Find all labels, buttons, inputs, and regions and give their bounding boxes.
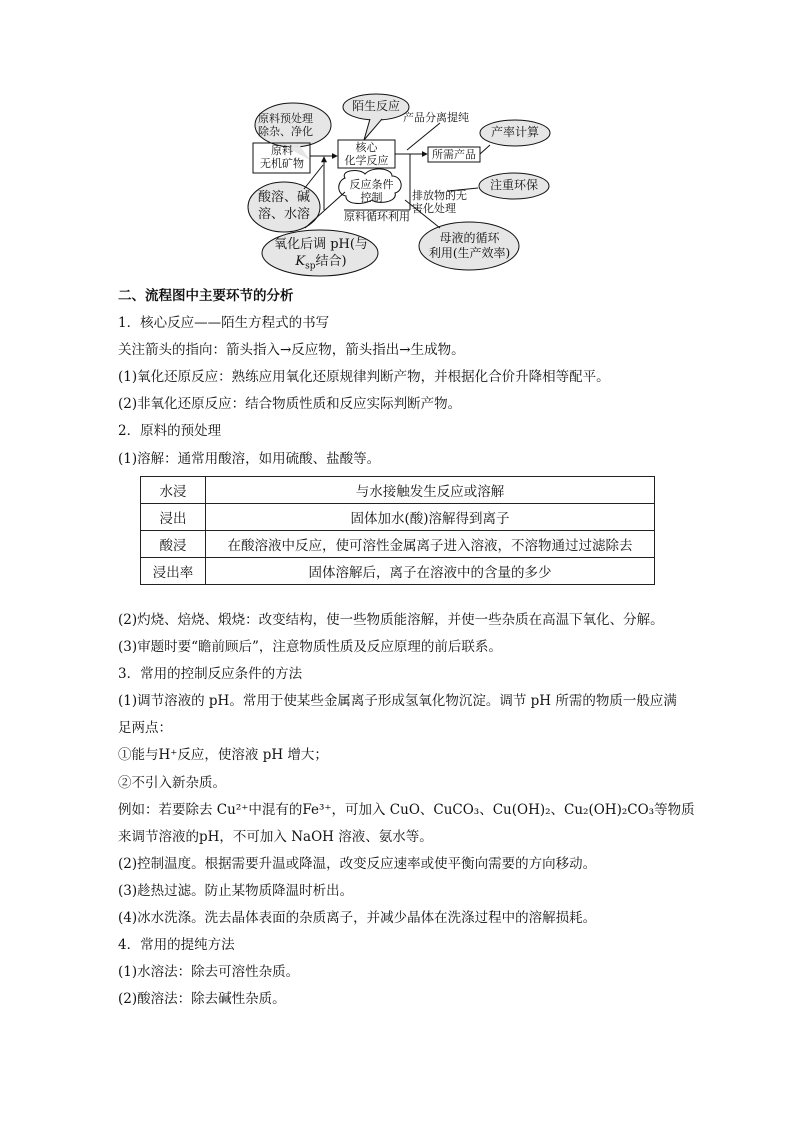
table-cell-key: 酸浸 <box>141 531 206 558</box>
paragraph: (4)冰水洗涤。洗去晶体表面的杂质离子，并减少晶体在洗涤过程中的溶解损耗。 <box>118 910 597 927</box>
paragraph: 来调节溶液的pH，不可加入 NaOH 溶液、氨水等。 <box>118 828 433 845</box>
paragraph: 例如：若要除去 Cu²⁺中混有的Fe³⁺，可加入 CuO、CuCO₃、Cu(OH)₂、Cu₂(OH)₂CO₃等物质 <box>118 801 695 818</box>
paragraph: (1)氧化还原反应：熟练应用氧化还原规律判断产物，并根据化合价升降相等配平。 <box>118 369 610 386</box>
new-reaction-label: 陌生反应 <box>351 99 400 113</box>
paragraph: 关注箭头的指向：箭头指入→反应物，箭头指出→生成物。 <box>118 342 465 359</box>
table-cell-value: 在酸溶液中反应，使可溶性金属离子进入溶液，不溶物通过过滤除去 <box>206 531 655 558</box>
paragraph: (2)酸溶法：除去碱性杂质。 <box>118 991 286 1008</box>
yield-label: 产率计算 <box>490 125 539 139</box>
mother-label: 母液的循环 利用(生产效率) <box>428 231 511 260</box>
table-row <box>141 558 655 585</box>
paragraph: 足两点： <box>118 720 172 737</box>
subsection-heading: 2．原料的预处理 <box>118 423 222 440</box>
leaching-table <box>140 476 655 585</box>
paragraph: (2)非氧化还原反应：结合物质性质和反应实际判断产物。 <box>118 396 462 413</box>
paragraph: (1)调节溶液的 pH。常用于使某些金属离子形成氢氧化物沉淀。调节 pH 所需的物质一般应满 <box>118 693 677 710</box>
table-cell-value: 固体加水(酸)溶解得到离子 <box>206 504 655 531</box>
raw-material-label: 原料 无机矿物 <box>260 144 304 170</box>
pretreat-label: 原料预处理 除杂、净化 <box>258 112 313 138</box>
paragraph: (1)水溶法：除去可溶性杂质。 <box>118 964 300 981</box>
paragraph: (1)溶解：通常用酸溶，如用硫酸、盐酸等。 <box>118 450 381 467</box>
oxidation-label: 氧化后调 pH(与 $K_{sp}$结合) <box>274 237 368 272</box>
paragraph: (3)审题时要“瞻前顾后”，注意物质性质及反应原理的前后联系。 <box>118 639 502 656</box>
table-cell-key: 水浸 <box>141 477 206 504</box>
main-content <box>118 283 688 473</box>
separation-label: 产品分离提纯 <box>403 111 469 124</box>
subsection-heading: 1．核心反应——陌生方程式的书写 <box>118 315 330 332</box>
table-cell-key: 浸出率 <box>141 558 206 585</box>
section-heading: 二、流程图中主要环节的分析 <box>118 288 294 304</box>
condition-label: 反应条件 控制 <box>349 178 394 204</box>
paragraph: (3)趁热过滤。防止某物质降温时析出。 <box>118 882 354 899</box>
table-cell-key: 浸出 <box>141 504 206 531</box>
recycle-label: 原料循环利用 <box>344 210 410 223</box>
env-label: 注重环保 <box>489 178 538 192</box>
paragraph: ②不引入新杂质。 <box>118 774 226 791</box>
table-cell-value: 与水接触发生反应或溶解 <box>206 477 655 504</box>
core-reaction-label: 核心 化学反应 <box>344 141 389 167</box>
paragraph: (2)灼烧、焙烧、煅烧：改变结构，使一些物质能溶解，并使一些杂质在高温下氧化、分解。 <box>118 612 664 628</box>
product-label: 所需产品 <box>432 148 476 161</box>
paragraph: ①能与H⁺反应，使溶液 pH 增大； <box>118 747 328 764</box>
table-row <box>141 477 655 504</box>
paragraph: (2)控制温度。根据需要升温或降温，改变反应速率或使平衡向需要的方向移动。 <box>118 855 597 872</box>
table-cell-value: 固体溶解后，离子在溶液中的含量的多少 <box>206 558 655 585</box>
flow-diagram-graphics <box>0 0 794 280</box>
subsection-heading: 4．常用的提纯方法 <box>118 937 235 954</box>
process-flow-diagram <box>0 0 794 280</box>
table-row <box>141 504 655 531</box>
subsection-heading: 3．常用的控制反应条件的方法 <box>118 666 303 683</box>
table-row <box>141 531 655 558</box>
main-content-continued <box>118 607 695 1013</box>
waste-label: 排放物的无 害化处理 <box>412 189 467 215</box>
acid-dissolve-label: 酸溶、碱 溶、水溶 <box>257 190 310 222</box>
